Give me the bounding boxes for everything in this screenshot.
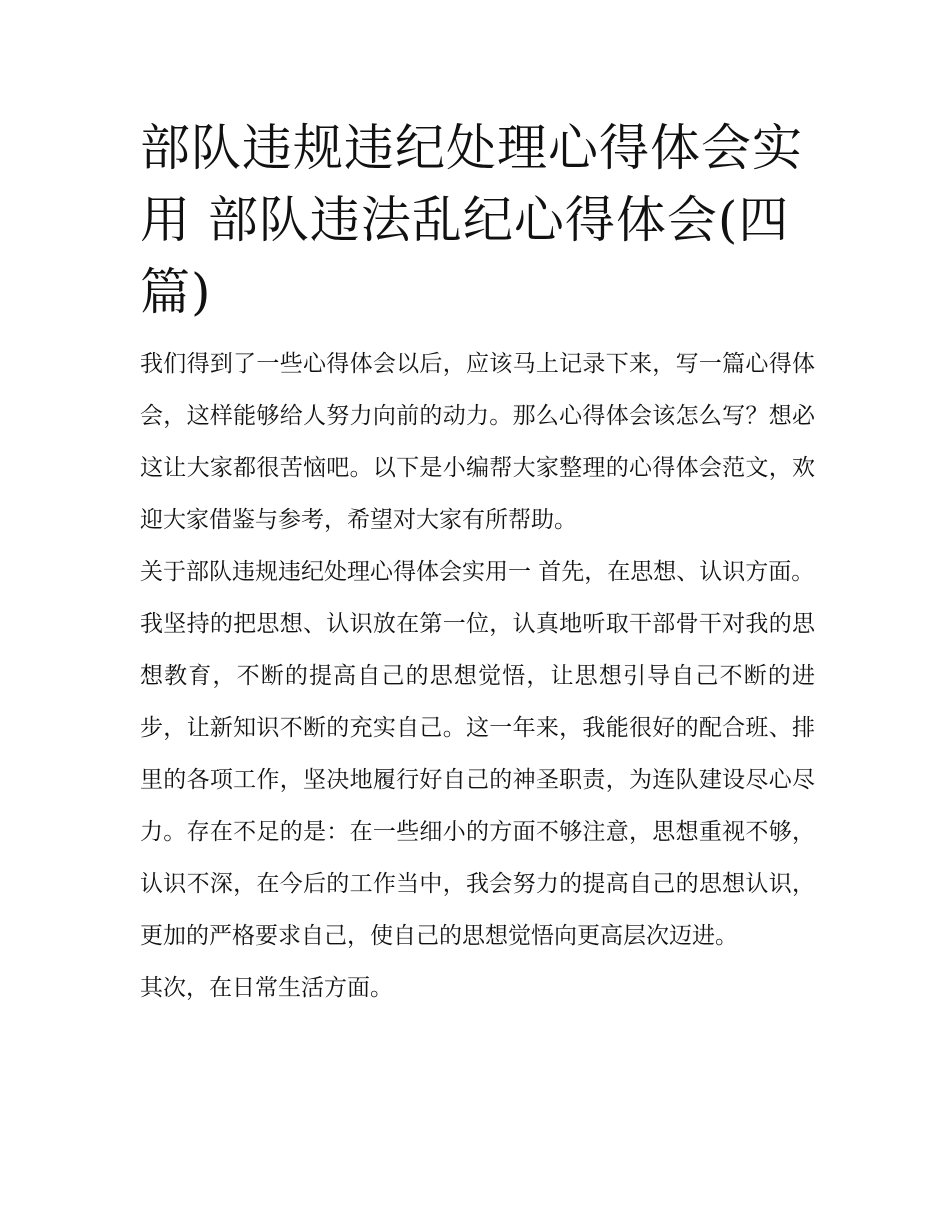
section-heading-paragraph: 关于部队违规违纪处理心得体会实用一 首先，在思想、认识方面。 — [140, 559, 815, 585]
document-body — [140, 112, 815, 1014]
intro-paragraph: 我们得到了一些心得体会以后，应该马上记录下来，写一篇心得体会，这样能够给人努力向前的动力。那么心得体会该怎么写？想必这让大家都很苦恼吧。以下是小编帮大家整理的心得体会范文，欢迎大家借鉴与参考，希望对大家有所帮助。 — [140, 351, 815, 533]
document-title: 部队违规违纪处理心得体会实用 部队违法乱纪心得体会(四篇) — [140, 119, 803, 321]
closing-paragraph: 其次，在日常生活方面。 — [140, 975, 393, 1001]
body-paragraph: 我坚持的把思想、认识放在第一位，认真地听取干部骨干对我的思想教育，不断的提高自己的思想觉悟，让思想引导自己不断的进步，让新知识不断的充实自己。这一年来，我能很好的配合班、排里的各项工作，坚决地履行好自己的神圣职责，为连队建设尽心尽力。存在不足的是：在一些细小的方面不够注意，思想重视不够，认识不深，在今后的工作当中，我会努力的提高自己的思想认识，更加的严格要求自己，使自己的思想觉悟向更高层次迈进。 — [140, 611, 815, 949]
